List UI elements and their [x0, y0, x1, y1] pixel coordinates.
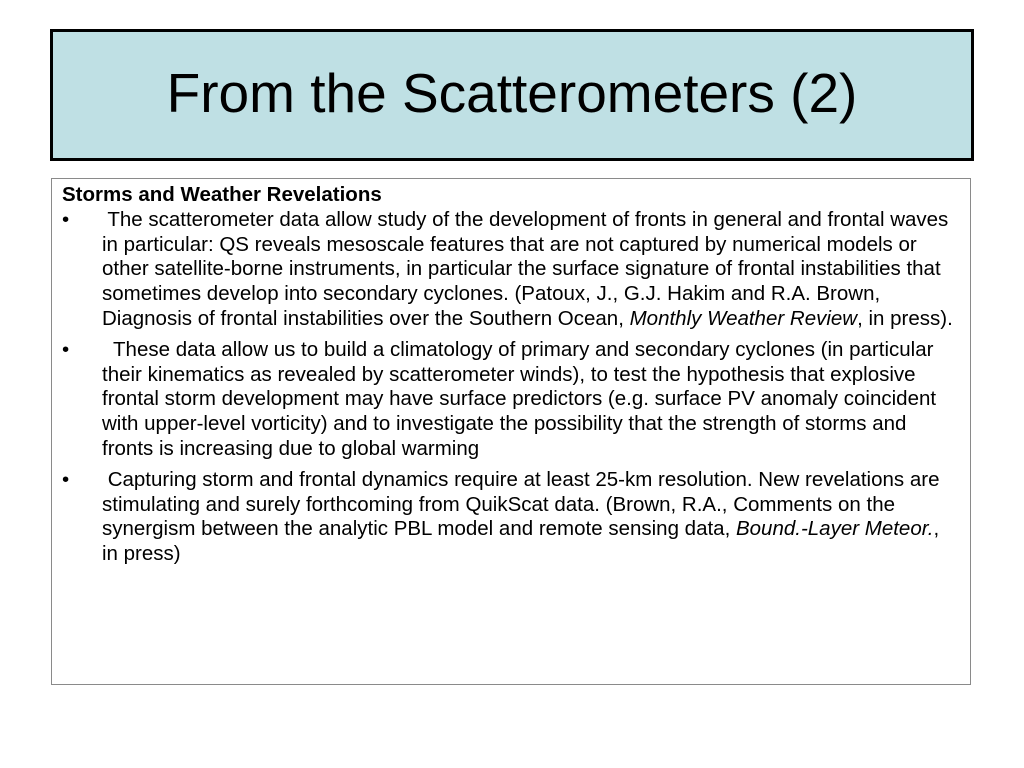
bullet-text: The scatterometer data allow study of the development of fronts in general and frontal waves in particular: QS reveals mesoscale features that are not captured by numerical models or other satellite-borne instruments, in particular the surface signature of frontal instabilities that sometimes develop into secondary cyclones. (Patoux, J., G.J. Hakim and R.A. Brown, Diagnosis of frontal instabilities over the Southern Ocean,: [102, 207, 949, 330]
content-panel: [51, 178, 971, 685]
bullet-lead-space: [102, 338, 113, 361]
slide-title: From the Scatterometers (2): [166, 61, 858, 124]
bullet-icon: •: [62, 337, 70, 361]
bullet-list: [62, 208, 960, 567]
bullet-icon: •: [62, 467, 70, 491]
bullet-citation-journal: Bound.-Layer Meteor.: [735, 517, 934, 541]
bullet-citation-journal: Monthly Weather Review: [629, 306, 858, 330]
bullet-item-resolution: [62, 468, 960, 567]
section-heading: Storms and Weather Revelations: [62, 183, 382, 206]
bullet-item-climatology: [62, 338, 960, 462]
bullet-item-fronts: [62, 208, 960, 332]
bullet-text: Capturing storm and frontal dynamics require at least 25-km resolution. New revelations are stimulating and surely forthcoming from QuikScat data. (Brown, R.A., Comments on the synergism between the analytic PBL model and remote sensing data,: [102, 467, 940, 541]
bullet-citation-tail: , in press).: [857, 306, 953, 330]
title-banner: [50, 29, 974, 161]
bullet-text: These data allow us to build a climatology of primary and secondary cyclones (in particular their kinematics as revealed by scatterometer winds), to test the hypothesis that explosive frontal storm development may have surface predictors (e.g. surface PV anomaly coincident with upper-level vorticity) and to investigate the possibility that the strength of storms and fronts is increasing due to global warming: [102, 337, 937, 460]
bullet-icon: •: [62, 207, 70, 231]
bullet-citation-tail: , in press): [102, 517, 940, 566]
